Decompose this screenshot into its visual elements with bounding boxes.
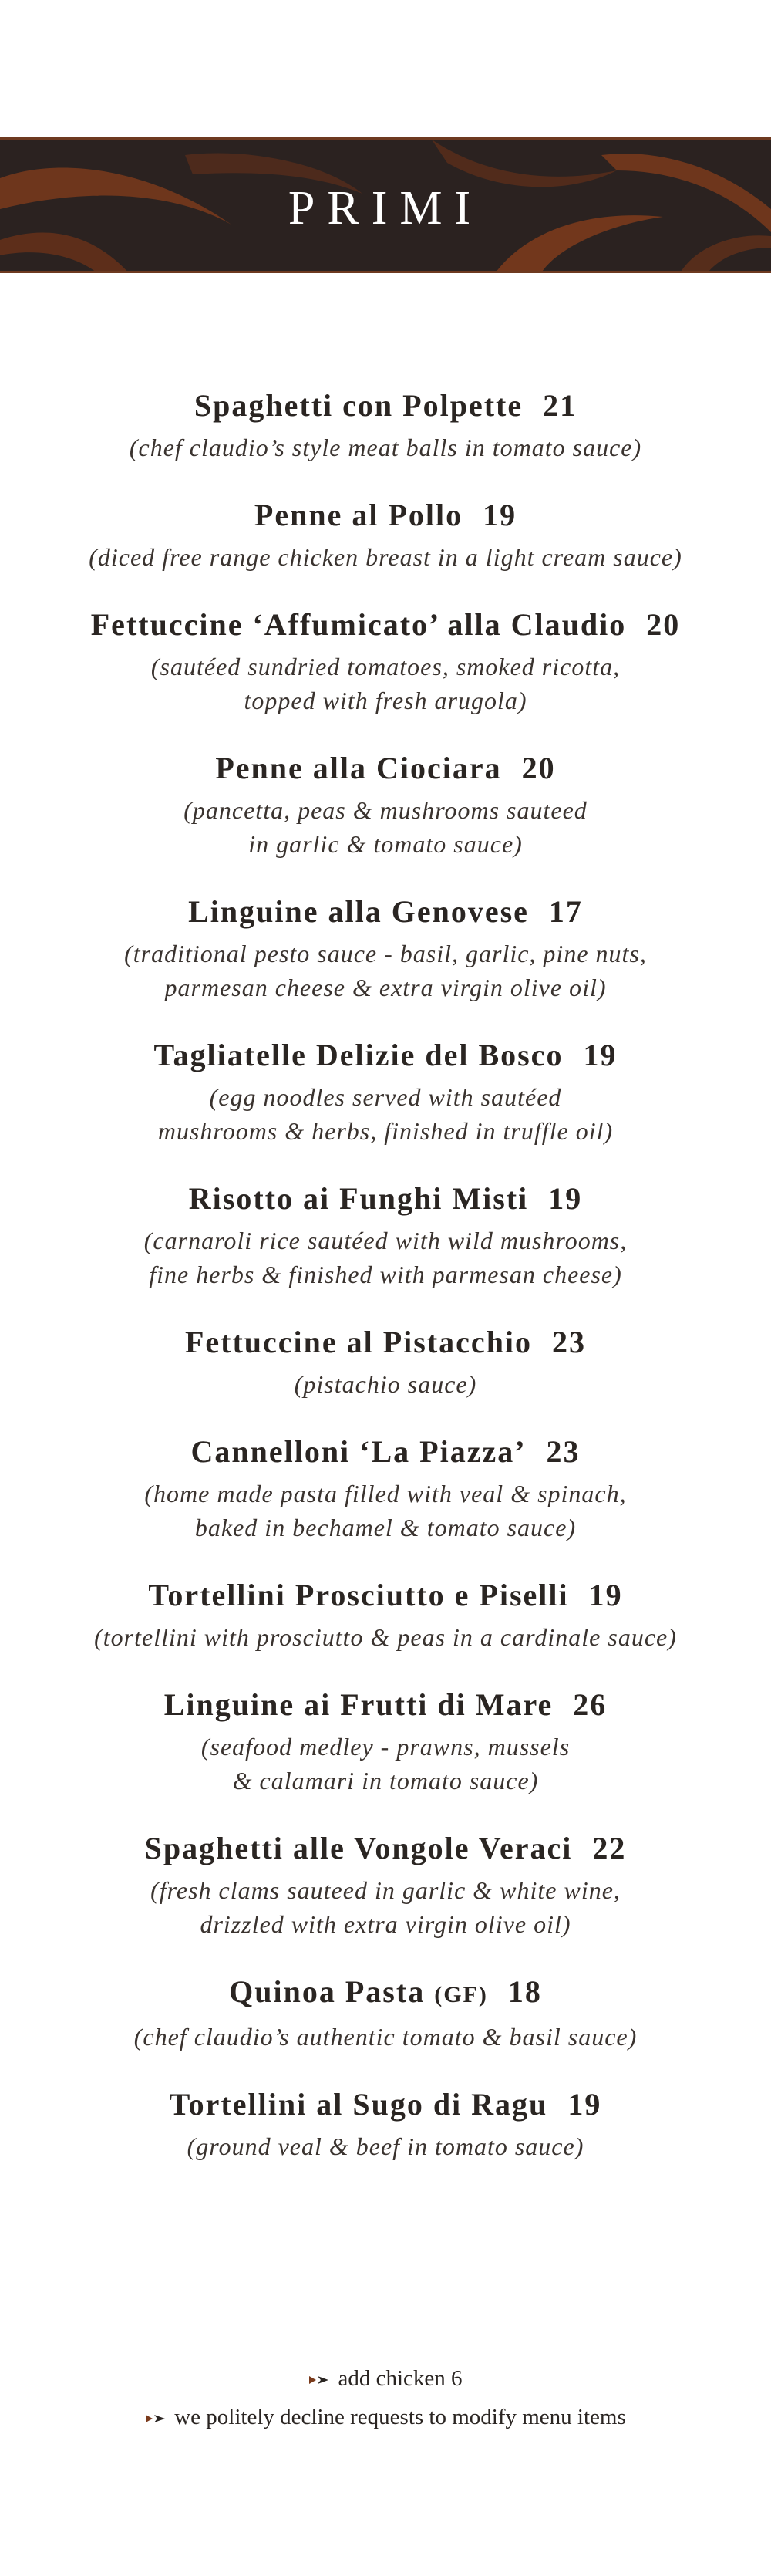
menu-item [0,1575,771,1654]
menu-item-title [0,1179,771,1219]
item-description [0,1080,771,1148]
menu-item [0,748,771,861]
menu-item [0,1035,771,1148]
description-line: topped with fresh arugola) [244,687,527,714]
description-line: baked in bechamel & tomato sauce) [194,1514,577,1541]
description-line: (home made pasta filled with veal & spinach, [144,1480,627,1507]
item-description: (ground veal & beef in tomato sauce) [187,2132,584,2160]
item-price: 19 [567,2087,602,2122]
item-name: Linguine ai Frutti di Mare [163,1687,554,1722]
item-name: Linguine alla Genovese [188,894,529,929]
decline-text: we politely decline requests to modify menu items [174,2405,626,2429]
arrow-bullet-icon [308,2375,332,2385]
section-banner [0,137,771,273]
item-name: Penne al Pollo [254,498,463,532]
menu-item [0,1685,771,1798]
item-price: 23 [552,1325,587,1359]
menu-item [0,892,771,1004]
item-description [0,1477,771,1545]
description-line: (traditional pesto sauce - basil, garlic, pine nuts, [124,940,647,967]
description-line: drizzled with extra virgin olive oil) [200,1910,571,1938]
item-price: 19 [548,1181,583,1216]
description-line: fine herbs & finished with parmesan cheese) [149,1261,622,1288]
menu-item-title [0,892,771,932]
item-price: 19 [588,1578,623,1612]
description-line: (pancetta, peas & mushrooms sauteed [183,796,588,824]
menu-item [0,605,771,717]
gluten-free-tag: (GF) [434,1982,488,2007]
item-price: 20 [646,607,681,642]
item-price: 26 [573,1687,608,1722]
menu-item [0,1828,771,1941]
menu-item-title [0,1575,771,1615]
description-line: in garlic & tomato sauce) [248,830,523,858]
item-description [0,1224,771,1291]
menu-item [0,1322,771,1401]
item-description [0,937,771,1004]
item-name: Tortellini Prosciutto e Piselli [148,1578,569,1612]
menu-item-title [0,1035,771,1075]
description-line: (fresh clams sauteed in garlic & white wine, [150,1876,621,1904]
item-name: Penne alla Ciociara [215,751,502,785]
description-line: (sautéed sundried tomatoes, smoked ricotta, [150,653,621,680]
item-name: Quinoa Pasta [229,1974,426,2009]
description-line: mushrooms & herbs, finished in truffle oil) [157,1117,614,1145]
item-description [0,793,771,861]
item-price: 18 [507,1974,542,2009]
menu-item-title [0,748,771,788]
item-description: (diced free range chicken breast in a light cream sauce) [89,543,682,571]
arrow-bullet-icon [145,2413,168,2424]
item-price: 19 [583,1038,618,1072]
menu-item-title [0,1828,771,1869]
menu-item [0,1432,771,1545]
item-name: Fettuccine al Pistacchio [184,1325,533,1359]
menu-item-title [0,386,771,426]
item-name: Tortellini al Sugo di Ragu [169,2087,548,2122]
item-name: Spaghetti alle Vongole Veraci [144,1831,573,1865]
item-description [0,650,771,717]
menu-item-title [0,1432,771,1472]
menu-item-title [0,495,771,535]
decline-modification-note [0,2398,771,2436]
menu-item [0,495,771,574]
menu-item-title [0,1685,771,1725]
item-price: 17 [548,894,583,929]
menu-item-title [0,1322,771,1362]
item-description [0,1873,771,1941]
description-line: parmesan cheese & extra virgin olive oil) [164,974,607,1001]
item-description: (chef claudio’s authentic tomato & basil sauce) [133,2023,638,2051]
item-name: Risotto ai Funghi Misti [188,1181,529,1216]
menu-notes [0,2359,771,2436]
add-chicken-note [0,2359,771,2398]
item-price: 22 [592,1831,627,1865]
description-line: (seafood medley - prawns, mussels [200,1733,571,1761]
description-line: (egg noodles served with sautéed [209,1083,562,1111]
menu-item-title [0,605,771,645]
menu-item-title [0,2085,771,2125]
item-price: 21 [543,388,577,423]
menu-item [0,2085,771,2163]
item-description: (tortellini with prosciutto & peas in a cardinale sauce) [94,1623,677,1651]
item-price: 19 [483,498,517,532]
description-line: (carnaroli rice sautéed with wild mushrooms, [143,1227,628,1254]
item-price: 20 [521,751,556,785]
menu-item [0,1179,771,1291]
item-description [0,1730,771,1798]
add-chicken-text: add chicken 6 [338,2366,463,2391]
item-description: (pistachio sauce) [294,1370,477,1398]
item-name: Fettuccine ‘Affumicato’ alla Claudio [90,607,627,642]
menu-item-title [0,1972,771,2015]
item-name: Cannelloni ‘La Piazza’ [190,1434,527,1469]
item-description: (chef claudio’s style meat balls in tomato sauce) [129,434,642,461]
menu-list [0,386,771,2194]
item-name: Tagliatelle Delizie del Bosco [153,1038,564,1072]
item-price: 23 [546,1434,581,1469]
menu-item [0,386,771,464]
description-line: & calamari in tomato sauce) [232,1767,539,1794]
item-name: Spaghetti con Polpette [194,388,524,423]
section-title: PRIMI [288,182,483,235]
menu-item [0,1972,771,2054]
